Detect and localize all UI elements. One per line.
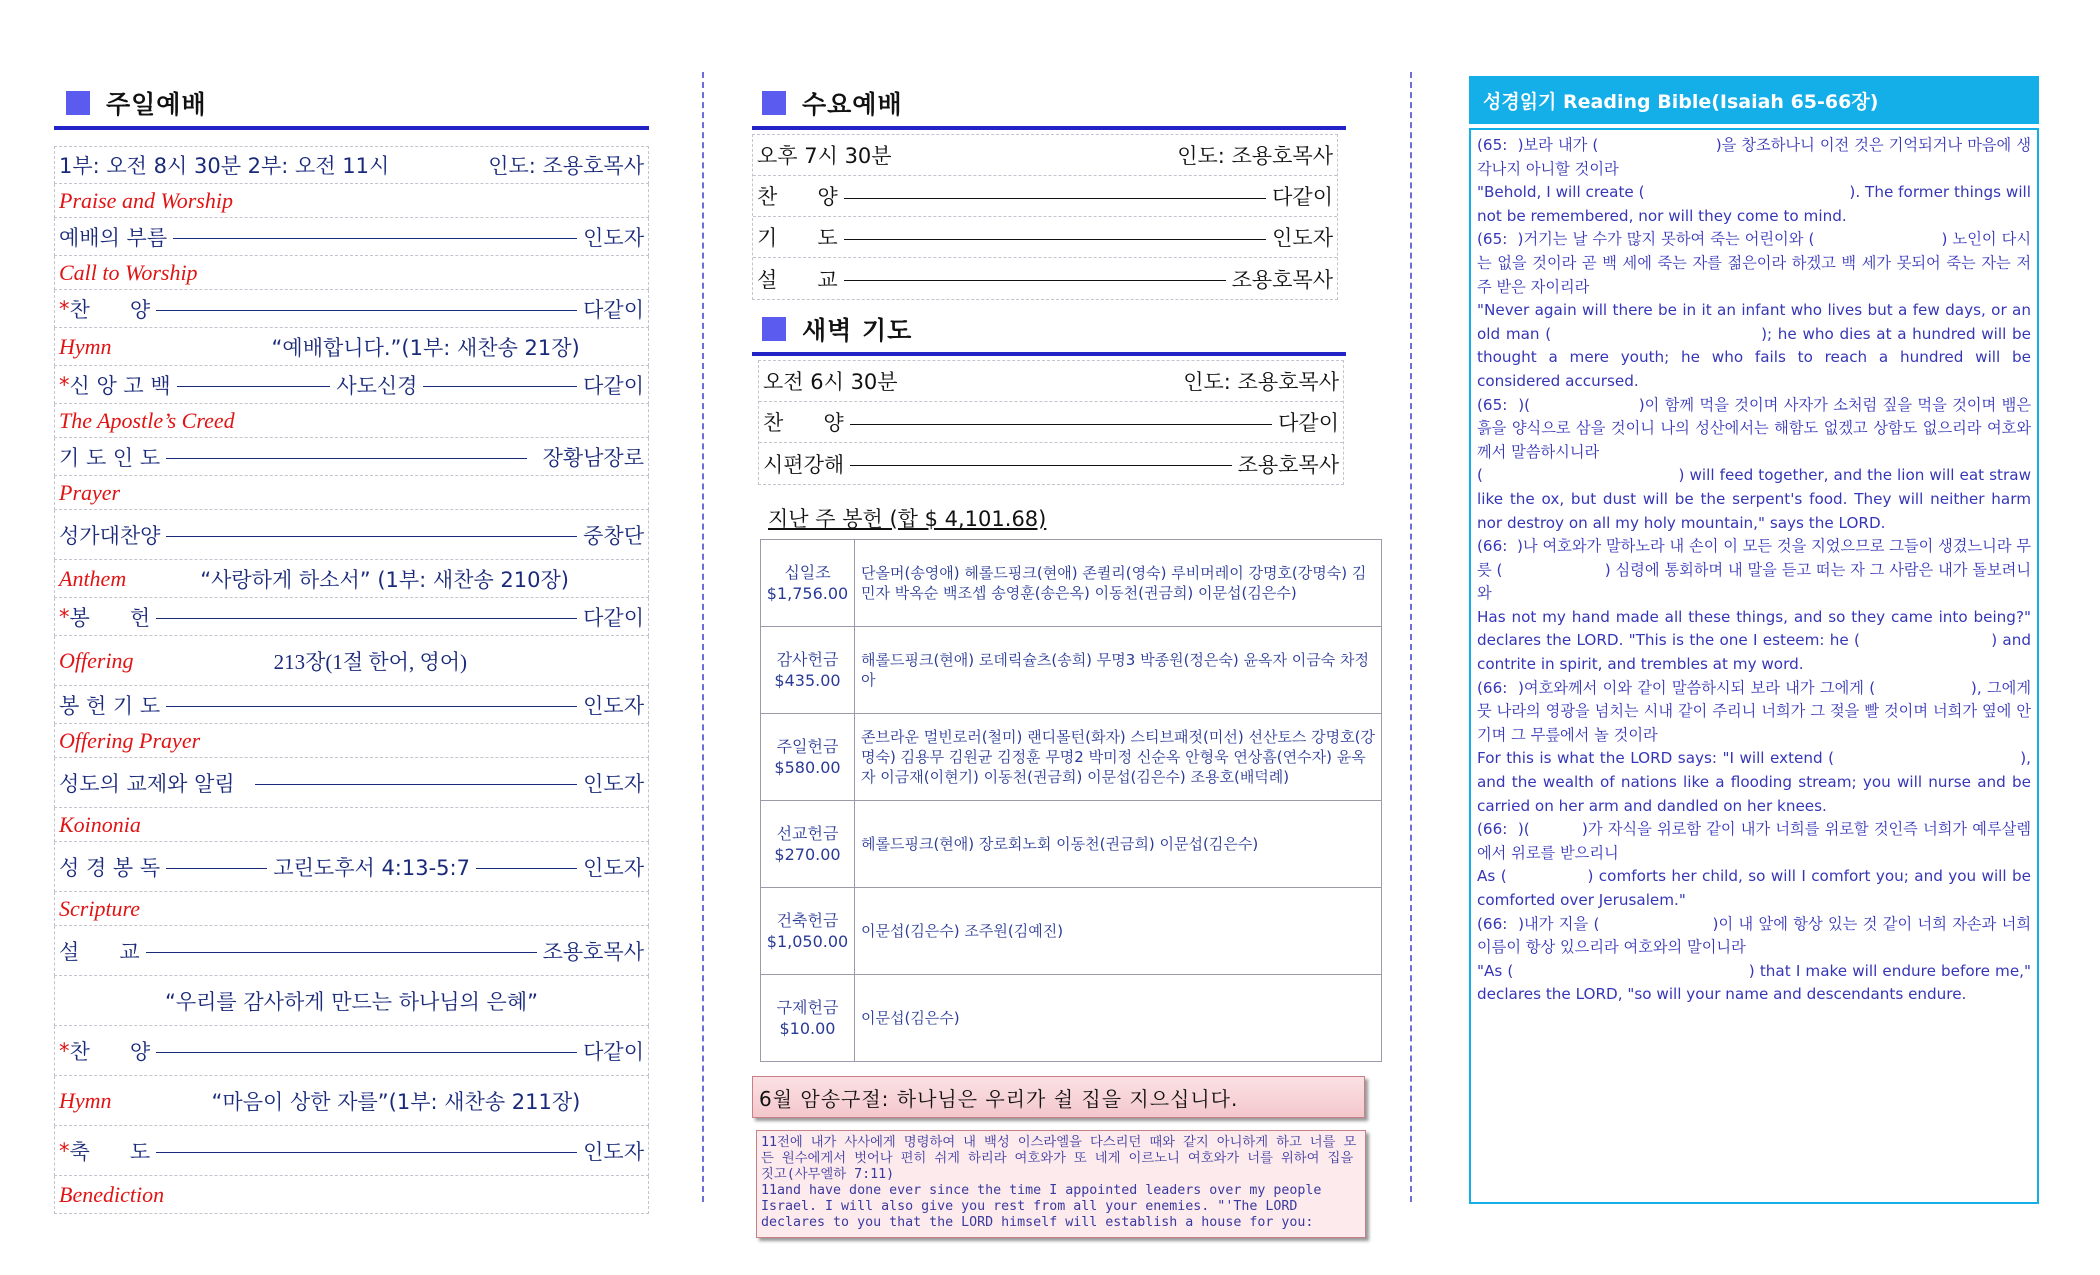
- item-label: 축 도: [69, 1139, 151, 1164]
- bible-reading-heading: 성경읽기 Reading Bible(Isaiah 65-66장): [1469, 76, 2039, 124]
- offering-type-cell: [761, 627, 855, 714]
- item-leader: 다같이: [583, 297, 644, 322]
- item-leader: 중창단: [583, 523, 644, 548]
- service-leader: 인도: 조용호목사: [488, 154, 644, 178]
- sunday-service-header: [54, 86, 649, 120]
- offering-type-cell: [761, 801, 855, 888]
- item-leader: 조용호목사: [1231, 267, 1333, 292]
- dawn-item-row: [759, 402, 1343, 443]
- call-row: [54, 218, 649, 256]
- column-divider-right: [1410, 72, 1412, 1202]
- bible-verse-korean: (66: )여호와께서 이와 같이 말씀하시되 보라 내가 그에게 ( ), 그에게 뭇 나라의 영광을 넘치는 시내 같이 주리니 너희가 그 젖을 빨 것이며 너희가 옆에 안기며 그 무릎에서 놀 것이라: [1477, 678, 2036, 744]
- item-leader: 조용호목사: [1237, 452, 1339, 477]
- item-label: 예배의 부름: [59, 225, 168, 250]
- service-leader: 인도: 조용호목사: [1177, 144, 1333, 168]
- creed-row: [54, 366, 649, 404]
- scripture-row: [54, 842, 649, 892]
- midweek-section: [752, 86, 1388, 1238]
- square-bullet-icon: [762, 91, 786, 115]
- praise-en-row: [54, 184, 649, 218]
- item-label: 성 경 봉 독: [59, 855, 161, 880]
- item-label: 시편강해: [763, 452, 845, 477]
- service-time: 오전 6시 30분: [763, 370, 898, 394]
- sunday-service-section: [54, 86, 649, 1214]
- offering-song-row: [54, 636, 649, 686]
- item-label: 신 앙 고 백: [69, 373, 171, 398]
- bible-verse-korean: (65: )거기는 날 수가 많지 못하여 죽는 어린이와 ( ) 노인이 다시는 없을 것이라 곧 백 세에 죽는 자를 젊은이라 하겠고 백 세가 못되어 죽는 자는 저주 받은 자이리라: [1477, 230, 2031, 296]
- bible-verse-english: As ( ) comforts her child, so will I comfort you; and you will be comforted over Jerusalem.": [1477, 867, 2036, 909]
- leader-line: [850, 424, 1273, 425]
- dawn-schedule: [758, 360, 1344, 485]
- sermon-title-row: [54, 976, 649, 1026]
- bible-verse-english: ( ) will feed together, and the lion will eat straw like the ox, but dust will be the serpent's food. They will neither harm nor destroy on all my holy mountain," says the LORD.: [1477, 466, 2036, 532]
- item-leader: 조용호목사: [542, 939, 644, 964]
- english-label: Hymn: [59, 333, 112, 359]
- offering-amount: $10.00: [779, 1019, 836, 1038]
- offering-type: 십일조: [784, 563, 831, 582]
- square-bullet-icon: [66, 91, 90, 115]
- offering-row: [761, 540, 1382, 627]
- wednesday-service-header: [752, 86, 1388, 120]
- sermon-row: [54, 926, 649, 976]
- bible-verse-korean: (66: )나 여호와가 말하노라 내 손이 이 모든 것을 지었으므로 그들이 생겼느니라 무릇 ( ) 심령에 통회하며 내 말을 듣고 떠는 자 그 사람은 내가 돌보려니와: [1477, 537, 2031, 603]
- item-leader: 다같이: [583, 1039, 644, 1064]
- bible-verse-english: "Behold, I will create ( ). The former things will not be remembered, nor will they come to mind.: [1477, 183, 2036, 225]
- dawn-item-row: [759, 443, 1343, 484]
- offering-type: 주일헌금: [776, 737, 839, 756]
- memory-verse-korean: 11전에 내가 사사에게 명령하여 내 백성 이스라엘을 다스리던 때와 같지 아니하게 하고 너를 모든 원수에게서 벗어나 편히 쉬게 하리라 여호와가 또 네게 이르노니 여호와가 너를 위하여 집을 짓고(사무엘하 7:11): [761, 1135, 1357, 1182]
- scripture-reference: 고린도후서 4:13-5:7: [273, 855, 470, 880]
- offering-type: 감사헌금: [776, 650, 839, 669]
- item-leader: 다같이: [1272, 185, 1333, 209]
- item-label: 찬 양: [69, 297, 151, 322]
- closing-hymn-song-row: [54, 1076, 649, 1126]
- offering-row: [761, 714, 1382, 801]
- offering-names: 이문섭(김은수) 조주원(김예진): [855, 888, 1382, 975]
- leader-line: [146, 952, 537, 953]
- english-label: Scripture: [59, 895, 141, 921]
- wednesday-schedule: [752, 134, 1338, 300]
- creed-en-row: [54, 404, 649, 438]
- closing-hymn-row: [54, 1026, 649, 1076]
- anthem-row: [54, 510, 649, 560]
- stand-marker: *: [59, 1138, 70, 1163]
- offerings-table: [760, 539, 1382, 1062]
- english-label: Offering: [59, 647, 134, 673]
- dawn-prayer-header: [752, 312, 1388, 346]
- offering-type-cell: [761, 888, 855, 975]
- bible-verse-korean: (66: )( )가 자식을 위로함 같이 내가 너희를 위로할 것인즉 너희가 예루살렘에서 위로를 받으리니: [1477, 820, 2031, 862]
- hymn-row: [54, 290, 649, 328]
- bible-verse-english: "As ( ) that I make will endure before me," declares the LORD, "so will your name and descendants endure.: [1477, 961, 2036, 1004]
- leader-line: [166, 536, 577, 537]
- memory-verse-box: [756, 1130, 1366, 1238]
- offering-type: 건축헌금: [776, 911, 839, 930]
- english-label: Praise and Worship: [59, 187, 233, 213]
- english-label: Anthem: [59, 565, 127, 591]
- section-title: 수요예배: [802, 90, 903, 119]
- leader-line: [476, 868, 577, 869]
- section-rule: [752, 352, 1346, 356]
- leader-line: [844, 280, 1226, 281]
- item-label: 설 교: [59, 939, 140, 964]
- column-divider-left: [702, 72, 704, 1202]
- offering-row: [761, 627, 1382, 714]
- stand-marker: *: [59, 296, 70, 321]
- song-title: “예배합니다.”(1부: 새찬송 21장): [271, 335, 580, 360]
- english-label: Benediction: [59, 1181, 165, 1207]
- leader-line: [844, 198, 1267, 199]
- offering-amount: $1,050.00: [766, 932, 849, 951]
- item-label: 기 도 인 도: [59, 445, 161, 470]
- stand-marker: *: [59, 1038, 70, 1063]
- item-label: 찬 양: [69, 1039, 151, 1064]
- service-times-row: [54, 146, 649, 184]
- leader-line: [173, 238, 577, 239]
- offerings-title: 지난 주 봉헌 (합 $ 4,101.68): [768, 507, 1047, 531]
- section-rule: [54, 126, 649, 130]
- english-label: Call to Worship: [59, 259, 198, 285]
- creed-name: 사도신경: [336, 373, 418, 398]
- bible-verse-english: Has not my hand made all these things, and so they came into being?" declares the LORD. "This is the one I esteem: he ( ) and contrite in spirit, and trembles at my word.: [1477, 607, 2036, 674]
- item-label: 기 도: [757, 226, 838, 250]
- item-leader: 장황남장로: [542, 445, 644, 470]
- bible-verse-korean: (65: )보라 내가 ( )을 창조하나니 이전 것은 기억되거나 마음에 생각나지 아니할 것이라: [1477, 136, 2031, 178]
- prayer-row: [54, 438, 649, 476]
- leader-line: [156, 618, 577, 619]
- wednesday-time-row: [753, 135, 1337, 176]
- benediction-row: [54, 1126, 649, 1176]
- offering-type-cell: [761, 540, 855, 627]
- offering-names: 단올머(송영애) 헤롤드핑크(현애) 존퀼리(영숙) 루비머레이 강명호(강명숙) 김민자 박옥순 백조셉 송영훈(송은옥) 이동천(권금희) 이문섭(김은수): [855, 540, 1382, 627]
- item-leader: 인도자: [583, 771, 644, 796]
- memory-verse-english: 11and have done ever since the time I appointed leaders over my people Israel. I will also give you rest from all your enemies. "'The LORD declares to you that the LORD himself will establish a house for you:: [761, 1183, 1322, 1230]
- item-leader: 다같이: [583, 373, 644, 398]
- song-title: “마음이 상한 자를”(1부: 새찬송 211장): [211, 1089, 581, 1114]
- koinonia-en-row: [54, 808, 649, 842]
- item-leader: 인도자: [583, 1139, 644, 1164]
- item-label: 성가대찬양: [59, 523, 161, 548]
- offering-row: [761, 801, 1382, 888]
- wednesday-item-row: [753, 217, 1337, 258]
- english-label: Offering Prayer: [59, 727, 201, 753]
- offering-type-cell: [761, 714, 855, 801]
- bible-reading-section: [1469, 76, 2039, 1204]
- service-times: 1부: 오전 8시 30분 2부: 오전 11시: [59, 154, 390, 178]
- offering-row: [761, 888, 1382, 975]
- item-leader: 인도자: [583, 693, 644, 718]
- sermon-title: “우리를 감사하게 만드는 하나님의 은혜”: [164, 989, 539, 1014]
- leader-line: [177, 386, 331, 387]
- section-title: 새벽 기도: [802, 316, 913, 345]
- bible-verse-korean: (66: )내가 지을 ( )이 내 앞에 항상 있는 것 같이 너희 자손과 너희 이름이 항상 있으리라 여호와의 말이니라: [1477, 914, 2036, 957]
- item-label: 설 교: [757, 267, 838, 292]
- leader-line: [156, 310, 577, 311]
- scripture-en-row: [54, 892, 649, 926]
- stand-marker: *: [59, 604, 70, 629]
- item-leader: 인도자: [1272, 226, 1333, 250]
- leader-line: [255, 784, 578, 785]
- offering-type: 구제헌금: [776, 998, 839, 1017]
- english-label: The Apostle’s Creed: [59, 407, 235, 433]
- wednesday-item-row: [753, 258, 1337, 299]
- call-en-row: [54, 256, 649, 290]
- prayer-en-row: [54, 476, 649, 510]
- offering-names: 존브라운 멀빈로러(철미) 랜디몰턴(화자) 스티브패젓(미선) 선산토스 강명호(강명숙) 김용무 김원균 김정훈 무명2 박미정 신순옥 안형욱 연상흠(연수자) 윤옥자 이금재(이현기) 이동천(권금희) 이문섭(김은수) 조용호(배덕례): [855, 714, 1382, 801]
- offering-amount: $580.00: [774, 758, 841, 777]
- offering-type-cell: [761, 975, 855, 1062]
- leader-line: [156, 1052, 577, 1053]
- item-leader: 인도자: [583, 855, 645, 880]
- english-label: Hymn: [59, 1087, 112, 1113]
- item-leader: 다같이: [1278, 411, 1339, 435]
- bible-verse-english: "Never again will there be in it an infant who lives but a few days, or an old man ( ); he who dies at a hundred will be thought a mere youth; he who fails to reach a hundred will be considered accursed.: [1477, 301, 2036, 390]
- item-label: 봉 헌 기 도: [59, 693, 161, 718]
- leader-line: [166, 458, 526, 459]
- offering-prayer-en-row: [54, 724, 649, 758]
- service-leader: 인도: 조용호목사: [1183, 370, 1339, 394]
- benediction-en-row: [54, 1176, 649, 1214]
- item-leader: 인도자: [583, 225, 644, 250]
- leader-line: [850, 465, 1231, 466]
- offering-names: 헤롤드핑크(현애) 장로회노회 이동천(권금희) 이문섭(김은수): [855, 801, 1382, 888]
- square-bullet-icon: [762, 317, 786, 341]
- stand-marker: *: [59, 372, 70, 397]
- leader-line: [156, 1152, 577, 1153]
- item-label: 찬 양: [757, 185, 838, 209]
- offering-type: 선교헌금: [776, 824, 839, 843]
- order-of-worship: [54, 146, 649, 1214]
- dawn-time-row: [759, 361, 1343, 402]
- leader-line: [166, 706, 577, 707]
- section-rule: [752, 126, 1346, 130]
- offering-amount: $270.00: [774, 845, 841, 864]
- leader-line: [166, 868, 267, 869]
- koinonia-row: [54, 758, 649, 808]
- service-time: 오후 7시 30분: [757, 144, 892, 168]
- song-title: “사랑하게 하소서” (1부: 새찬송 210장): [200, 567, 569, 592]
- item-label: 성도의 교제와 알림: [59, 771, 235, 796]
- item-leader: 다같이: [583, 605, 644, 630]
- item-label: 찬 양: [763, 411, 844, 435]
- offering-amount: $435.00: [774, 671, 841, 690]
- bible-verse-english: For this is what the LORD says: "I will extend ( ), and the wealth of nations like a flooding stream; you will nurse and be carried on her arm and dandled on her knees.: [1477, 749, 2036, 815]
- offering-row: [761, 975, 1382, 1062]
- item-label: 봉 헌: [69, 605, 151, 630]
- wednesday-item-row: [753, 176, 1337, 217]
- offering-row: [54, 598, 649, 636]
- offering-prayer-row: [54, 686, 649, 724]
- bible-reading-box: [1469, 128, 2039, 1204]
- offering-names: 해롤드핑크(현애) 로데릭슐츠(송희) 무명3 박종원(정은숙) 윤옥자 이금숙 차정아: [855, 627, 1382, 714]
- section-title: 주일예배: [106, 90, 207, 119]
- hymn-song-row: [54, 328, 649, 366]
- english-label: Koinonia: [59, 811, 141, 837]
- bible-verse-korean: (65: )( )이 함께 먹을 것이며 사자가 소처럼 짚을 먹을 것이며 뱀은 흙을 양식으로 삼을 것이니 나의 성산에서는 해함도 없겠고 상함도 없으리라 여호와께서 말씀하시니라: [1477, 395, 2036, 461]
- offering-amount: $1,756.00: [766, 584, 849, 603]
- leader-line: [844, 239, 1267, 240]
- english-label: Prayer: [59, 479, 121, 505]
- anthem-song-row: [54, 560, 649, 598]
- leader-line: [423, 386, 577, 387]
- memory-verse-heading: 6월 암송구절: 하나님은 우리가 쉴 집을 지으십니다.: [752, 1076, 1365, 1118]
- song-title: 213장(1절 한어, 영어): [273, 649, 468, 674]
- offering-names: 이문섭(김은수): [855, 975, 1382, 1062]
